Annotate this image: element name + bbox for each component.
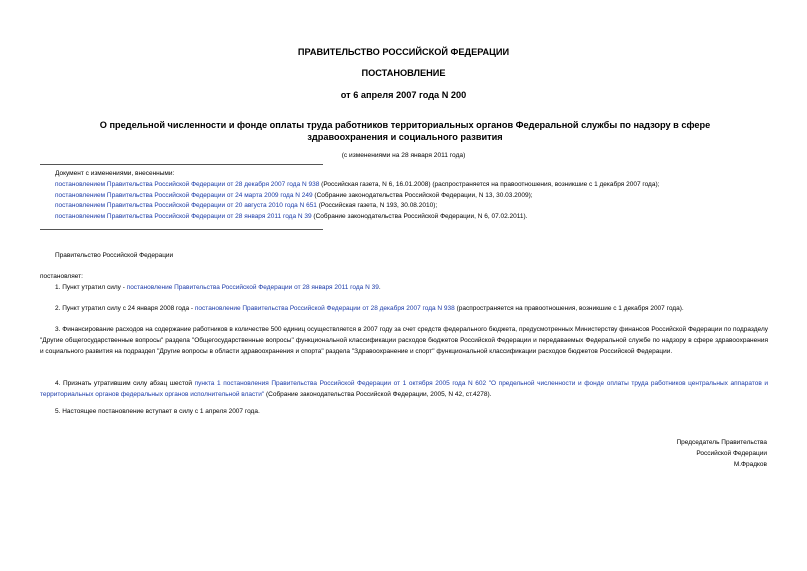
paragraph-4-link[interactable]: пункта 1 постановления Правительства Российской Федерации от 1 октября 2005 года N 602 "О предельной численности и фонде оплаты труда работников центральных аппаратов и территориальных органов федеральных органов исполнительной власти" <box>40 380 768 398</box>
amendment-link[interactable]: постановлением Правительства Российской Федерации от 24 марта 2009 года N 249 <box>55 192 313 199</box>
amendments-intro: Документ с изменениями, внесенными: <box>55 170 175 177</box>
paragraph-2-link[interactable]: постановление Правительства Российской Федерации от 28 декабря 2007 года N 938 <box>194 305 455 312</box>
amendment-item: постановлением Правительства Российской Федерации от 20 августа 2010 года N 651 (Российская газета, N 193, 30.08.2010); <box>55 202 438 209</box>
amendment-note: (с изменениями на 28 января 2011 года) <box>341 152 466 159</box>
signature-country: Российской Федерации <box>696 450 767 457</box>
signature-name: М.Фрадков <box>733 461 767 468</box>
amendment-link[interactable]: постановлением Правительства Российской Федерации от 28 декабря 2007 года N 938 <box>55 181 320 188</box>
signature-block <box>676 437 767 470</box>
decides-text: постановляет: <box>40 273 83 280</box>
paragraph-2: 2. Пункт утратил силу с 24 января 2008 года - постановление Правительства Российской Федерации от 28 декабря 2007 года N 938 (распространяется на правоотношения, возникшие с 1 декабря 2007 года). <box>55 305 684 312</box>
amendment-item: постановлением Правительства Российской Федерации от 24 марта 2009 года N 249 (Собрание законодательства Российской Федерации, N 13, 30.03.2009); <box>55 192 533 199</box>
amendment-item: постановлением Правительства Российской Федерации от 28 января 2011 года N 39 (Собрание законодательства Российской Федерации, N 6, 07.02.2011). <box>55 213 528 220</box>
divider-top <box>40 164 323 165</box>
document-title: О предельной численности и фонде оплаты труда работников территориальных органов Федеральной службы по надзору в сфере здравоохранения и социального развития <box>99 120 711 142</box>
amendment-link[interactable]: постановлением Правительства Российской Федерации от 28 января 2011 года N 39 <box>55 213 312 220</box>
signature-title: Председатель Правительства <box>676 439 767 446</box>
paragraph-1-link[interactable]: постановление Правительства Российской Федерации от 28 января 2011 года N 39 <box>126 284 379 291</box>
amendment-link[interactable]: постановлением Правительства Российской Федерации от 20 августа 2010 года N 651 <box>55 202 317 209</box>
paragraph-3: 3. Финансирование расходов на содержание работников в количестве 500 единиц осуществляется в 2007 году за счет средств федерального бюджета, предусмотренных Министерству финансов Российской Федерации по подразделу "Другие общегосударственные вопросы" раздела "Общегосударственные вопросы" функциональной классификации расходов бюджетов Российской Федерации и передаваемых Федеральной службе по надзору в сфере здравоохранения и социального развития на подраздел "Другие вопросы в области здравоохранения и спорта" раздела "Здравоохранение и спорт" функциональной классификации расходов бюджетов Российской Федерации. <box>40 326 768 355</box>
amendment-item: постановлением Правительства Российской Федерации от 28 декабря 2007 года N 938 (Российская газета, N 6, 16.01.2008) (распространяется на правоотношения, возникшие с 1 декабря 2007 года); <box>55 181 660 188</box>
paragraph-5: 5. Настоящее постановление вступает в силу с 1 апреля 2007 года. <box>55 408 260 415</box>
document-type: ПОСТАНОВЛЕНИЕ <box>361 68 446 78</box>
issuer-text: Правительство Российской Федерации <box>55 252 174 259</box>
document-date-number: от 6 апреля 2007 года N 200 <box>340 90 467 100</box>
paragraph-1: 1. Пункт утратил силу - постановление Правительства Российской Федерации от 28 января 2011 года N 39. <box>55 284 381 291</box>
divider-bottom <box>40 229 323 230</box>
government-heading: ПРАВИТЕЛЬСТВО РОССИЙСКОЙ ФЕДЕРАЦИИ <box>297 47 510 57</box>
paragraph-4: 4. Признать утратившим силу абзац шестой пункта 1 постановления Правительства Российской Федерации от 1 октября 2005 года N 602 "О предельной численности и фонде оплаты труда работников центральных аппаратов и территориальных органов федеральных органов исполнительной власти" (Собрание законодательства Российской Федерации, 2005, N 42, ст.4278). <box>40 380 768 398</box>
